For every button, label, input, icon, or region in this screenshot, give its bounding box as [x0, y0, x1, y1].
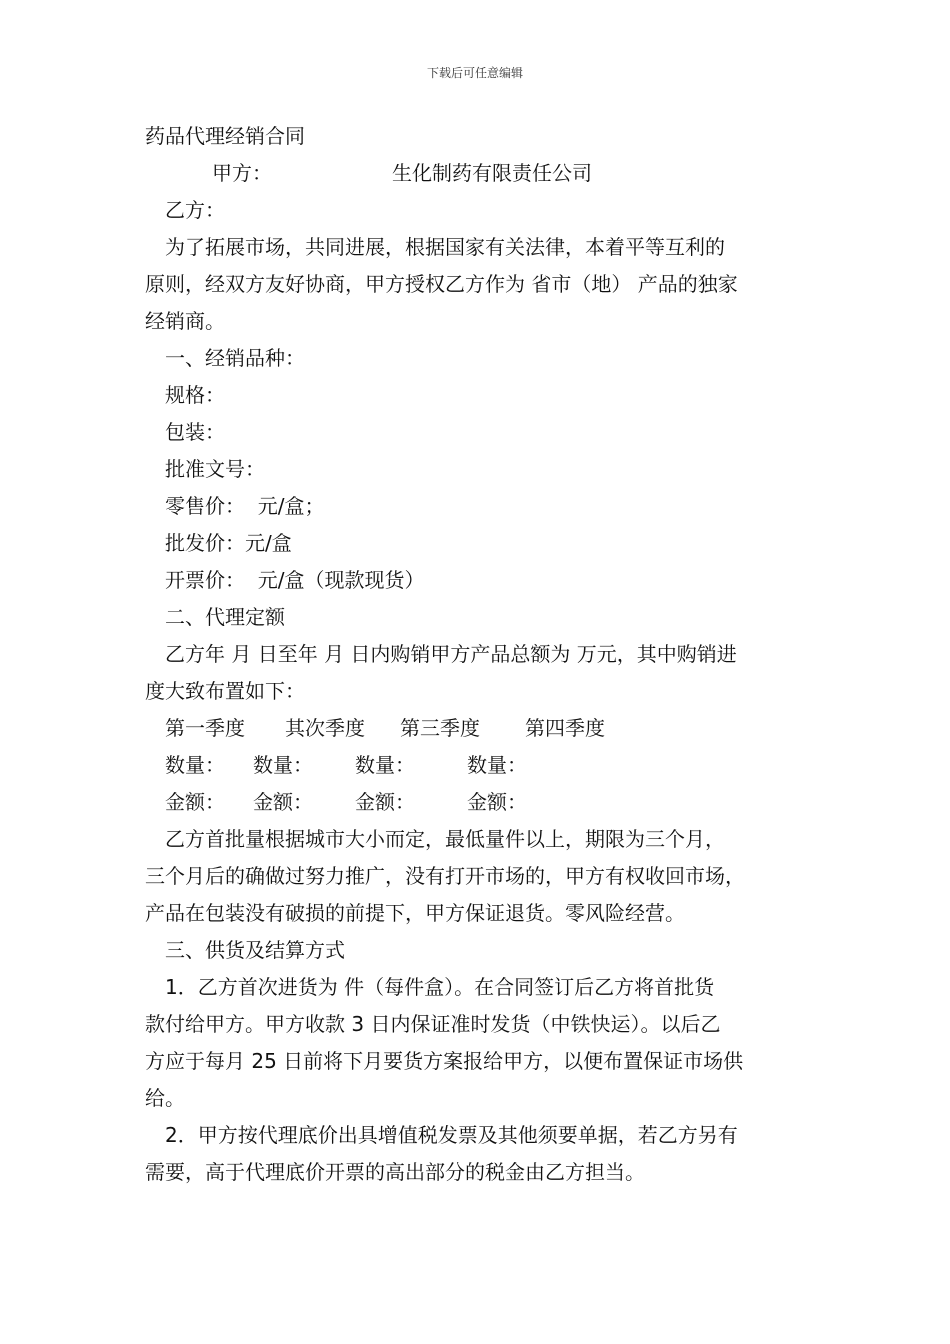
- quantity-label: 数量：: [355, 753, 415, 777]
- quantity-row: [145, 747, 825, 784]
- quota-line-2: 度大致布置如下：: [145, 679, 305, 703]
- amount-label: 金额：: [165, 790, 225, 814]
- quarter-label: 第一季度: [165, 716, 245, 740]
- amount-label: 金额：: [355, 790, 415, 814]
- quarter-label: 第四季度: [525, 716, 605, 740]
- amount-label: 金额：: [253, 790, 313, 814]
- first-batch-line-3: 产品在包装没有破损的前提下，甲方保证退货。零风险经营。: [145, 901, 685, 925]
- item-1-line-3: 方应于每月 25 日前将下月要货方案报给甲方，以便布置保证市场供: [145, 1049, 744, 1073]
- intro-line-3: 经销商。: [145, 309, 225, 333]
- packaging-field: 包装：: [165, 420, 225, 444]
- spec-field: 规格：: [165, 383, 225, 407]
- contract-title: 药品代理经销合同: [145, 124, 305, 148]
- quarter-label: 其次季度: [285, 716, 365, 740]
- quarter-label: 第三季度: [400, 716, 480, 740]
- section-1-title: 一、经销品种：: [165, 346, 305, 370]
- retail-price-field: 零售价： 元/盒；: [165, 494, 325, 518]
- intro-line-2: 原则，经双方友好协商，甲方授权乙方作为 省市（地） 产品的独家: [145, 272, 738, 296]
- item-1-line-1: 1．乙方首次进货为 件（每件盒）。在合同签订后乙方将首批货: [165, 975, 715, 999]
- quantity-label: 数量：: [165, 753, 225, 777]
- item-1-line-4: 给。: [145, 1086, 185, 1110]
- quarters-row: [145, 710, 825, 747]
- party-a-name: 生化制药有限责任公司: [392, 161, 592, 185]
- quantity-label: 数量：: [467, 753, 527, 777]
- item-2-line-1: 2．甲方按代理底价出具增值税发票及其他须要单据，若乙方另有: [165, 1123, 738, 1147]
- item-2-line-2: 需要，高于代理底价开票的高出部分的税金由乙方担当。: [145, 1160, 645, 1184]
- party-a-label: 甲方：: [212, 161, 272, 185]
- party-b-label: 乙方：: [165, 198, 225, 222]
- party-a-line: [145, 155, 825, 192]
- intro-line-1: 为了拓展市场，共同进展，根据国家有关法律，本着平等互利的: [165, 235, 725, 259]
- amount-label: 金额：: [467, 790, 527, 814]
- contract-body: [145, 118, 825, 1191]
- page-header-note: 下载后可任意编辑: [426, 66, 523, 80]
- quantity-label: 数量：: [253, 753, 313, 777]
- item-1-line-2: 款付给甲方。甲方收款 3 日内保证准时发货（中铁快运）。以后乙: [145, 1012, 721, 1036]
- approval-number-field: 批准文号：: [165, 457, 265, 481]
- invoice-price-field: 开票价： 元/盒（现款现货）: [165, 568, 425, 592]
- section-2-title: 二、代理定额: [165, 605, 285, 629]
- first-batch-line-2: 三个月后的确做过努力推广，没有打开市场的，甲方有权收回市场，: [145, 864, 745, 888]
- wholesale-price-field: 批发价：元/盒: [165, 531, 292, 555]
- section-3-title: 三、供货及结算方式: [165, 938, 345, 962]
- first-batch-line-1: 乙方首批量根据城市大小而定，最低量件以上，期限为三个月，: [165, 827, 725, 851]
- quota-line-1: 乙方年 月 日至年 月 日内购销甲方产品总额为 万元，其中购销进: [165, 642, 737, 666]
- amount-row: [145, 784, 825, 821]
